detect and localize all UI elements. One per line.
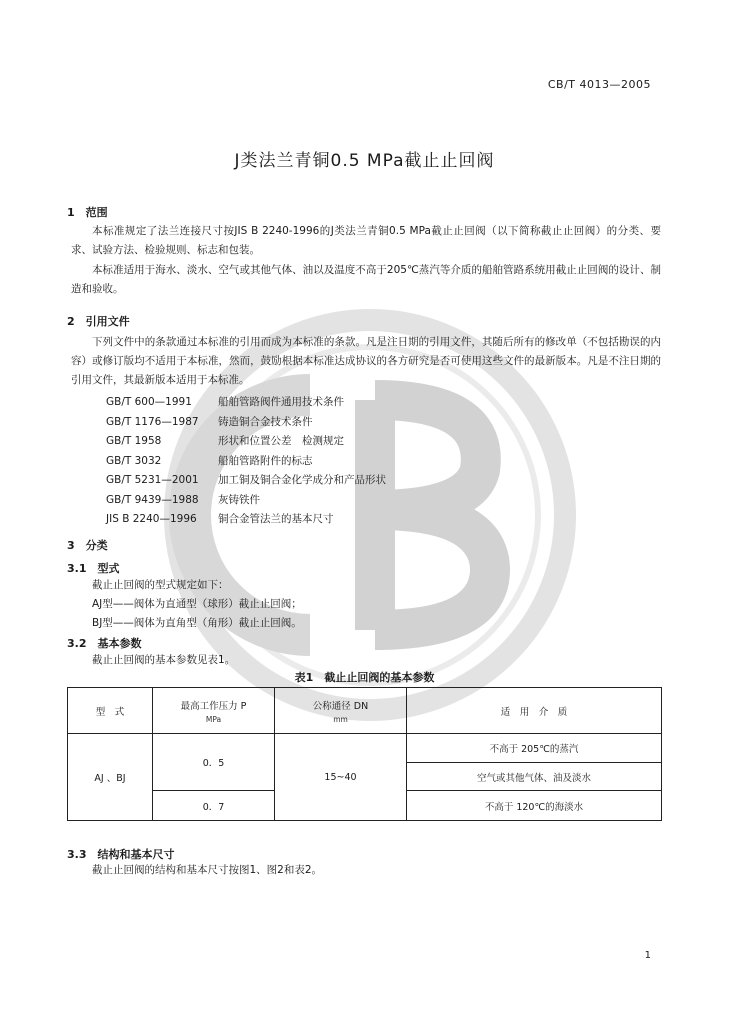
cell-nominal-diameter: 15~40 (275, 734, 407, 821)
section-1-paragraph-1: 本标准规定了法兰连接尺寸按JIS B 2240-1996的J类法兰青铜0.5 MPa截止止回阀（以下简称截止止回阀）的分类、要求、试验方法、检验规则、标志和包装。 (71, 225, 661, 256)
header-type: 型 式 (68, 688, 153, 734)
section-3-1-intro: 截止止回阀的型式规定如下： (92, 579, 229, 591)
page-title: J类法兰青铜0.5 MPa截止止回阀 (234, 151, 495, 171)
table-row (68, 734, 662, 763)
table-1-caption: 表1 截止止回阀的基本参数 (294, 671, 435, 684)
reference-item: GB/T 1958 形状和位置公差 检测规定 (106, 435, 344, 447)
document-code: CB/T 4013—2005 (547, 78, 651, 91)
table-header-row (68, 688, 662, 734)
section-2-paragraph-1: 下列文件中的条款通过本标准的引用而成为本标准的条款。凡是注日期的引用文件，其随后所有的修改单（不包括勘误的内容）或修订版均不适用于本标准，然而，鼓励根据本标准达成协议的各方研究是否可使用这些文件的最新版本。凡是不注日期的引用文件，其最新版本适用于本标准。 (71, 336, 661, 386)
cell-medium-3: 不高于 120℃的海淡水 (407, 791, 662, 821)
reference-item: GB/T 1176—1987 铸造铜合金技术条件 (106, 415, 313, 428)
reference-item: GB/T 5231—2001 加工铜及铜合金化学成分和产品形状 (106, 474, 386, 486)
section-3-1-type-bj: BJ型——阀体为直角型（角形）截止止回阀。 (92, 617, 302, 629)
cell-medium-1: 不高于 205℃的蒸汽 (407, 734, 662, 763)
section-3-2-heading: 3.2 基本参数 (67, 637, 142, 650)
reference-list (106, 393, 386, 530)
section-3-1-type-aj: AJ型——阀体为直通型（球形）截止止回阀； (92, 598, 302, 610)
section-1-heading: 1 范围 (67, 206, 108, 219)
cell-pressure-1: 0．5 (153, 734, 275, 791)
section-3-3-heading: 3.3 结构和基本尺寸 (67, 848, 175, 861)
cell-medium-2: 空气或其他气体、油及淡水 (407, 763, 662, 791)
reference-item: GB/T 3032 船舶管路附件的标志 (106, 454, 313, 467)
header-pressure: 最高工作压力 P MPa (153, 688, 275, 734)
cell-type: AJ 、BJ (68, 734, 153, 821)
section-3-2-intro: 截止止回阀的基本参数见表1。 (92, 654, 236, 666)
basic-parameters-table (67, 687, 662, 821)
reference-item: JIS B 2240—1996 铜合金管法兰的基本尺寸 (106, 513, 334, 525)
section-3-3-text: 截止止回阀的结构和基本尺寸按图1、图2和表2。 (92, 864, 323, 876)
header-nominal-diameter: 公称通径 DN mm (275, 688, 407, 734)
header-medium: 适 用 介 质 (407, 688, 662, 734)
section-1-paragraph-2: 本标准适用于海水、淡水、空气或其他气体、油以及温度不高于205℃蒸汽等介质的船舶管路系统用截止止回阀的设计、制造和验收。 (71, 264, 661, 295)
reference-item: GB/T 600—1991 船舶管路阀件通用技术条件 (106, 396, 344, 408)
section-3-1-heading: 3.1 型式 (67, 562, 120, 575)
page-number: 1 (644, 950, 651, 961)
cell-pressure-2: 0．7 (153, 791, 275, 821)
reference-item: GB/T 9439—1988 灰铸铁件 (106, 493, 260, 506)
section-3-heading: 3 分类 (67, 539, 108, 552)
section-2-heading: 2 引用文件 (67, 315, 130, 328)
